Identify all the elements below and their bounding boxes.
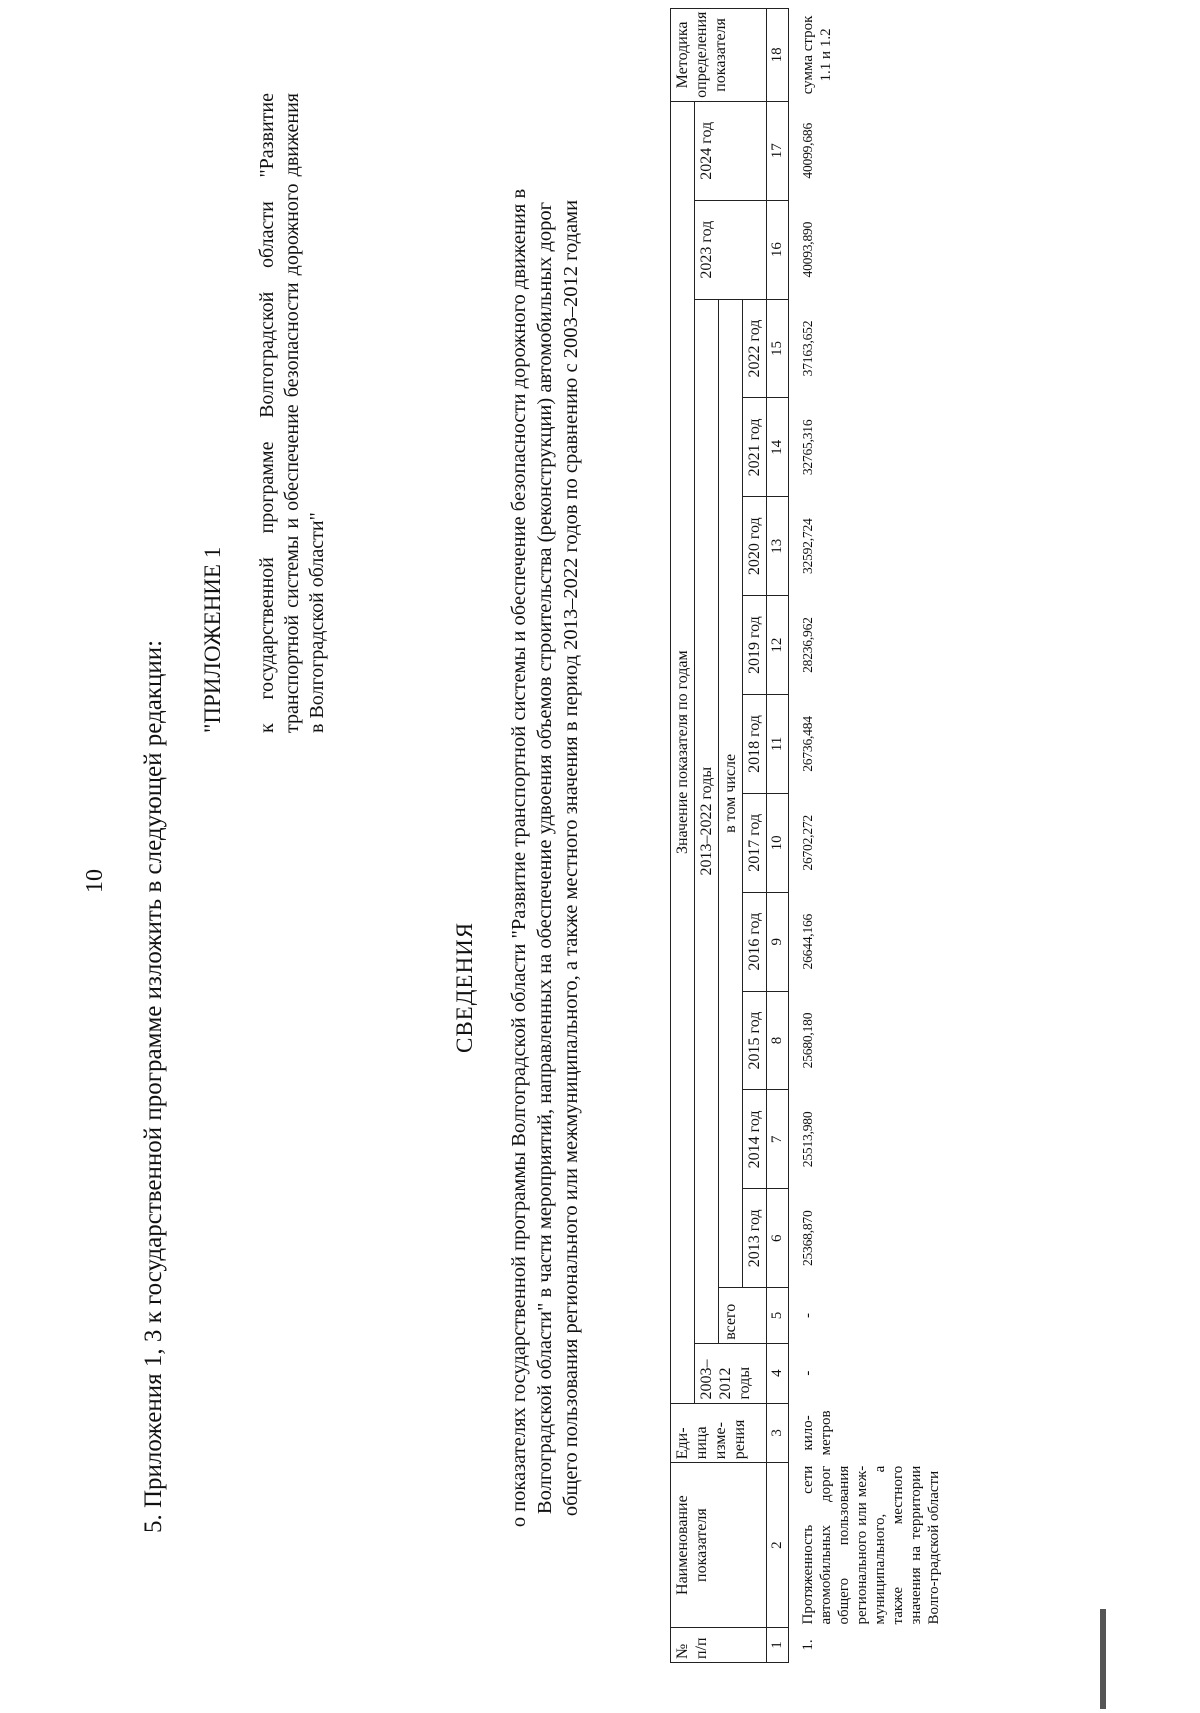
row-value-2017: 26702,272	[800, 815, 815, 871]
header-year-2015: 2015 год	[743, 991, 767, 1090]
row-value-2021: 32765,316	[800, 419, 815, 476]
column-number: 8	[767, 991, 789, 1090]
row-method: сумма строк 1.1 и 1.2	[800, 15, 834, 95]
header-year-2018: 2018 год	[743, 695, 767, 794]
row-value-2023: 40093,890	[800, 221, 815, 278]
row-value-2022: 37163,652	[800, 320, 815, 377]
header-year-2022: 2022 год	[743, 299, 767, 398]
column-number: 16	[767, 200, 789, 299]
column-number: 3	[767, 1403, 789, 1463]
row-period-2003: -	[800, 1370, 816, 1376]
column-number: 7	[767, 1090, 789, 1189]
row-unit: кило-метров	[800, 1410, 834, 1456]
header-row-1	[671, 9, 695, 1663]
column-number: 11	[767, 695, 789, 794]
header-incl: в том числе	[719, 299, 743, 1288]
header-year-2023: 2023 год	[695, 200, 767, 299]
header-method: Методика определения показателя	[671, 9, 767, 102]
column-number: 18	[767, 9, 789, 102]
header-period-2013: 2013–2022 годы	[695, 299, 719, 1343]
header-year-2017: 2017 год	[743, 793, 767, 892]
column-number: 9	[767, 892, 789, 991]
column-number: 2	[767, 1463, 789, 1628]
header-year-2013: 2013 год	[743, 1189, 767, 1288]
row-total: -	[800, 1313, 816, 1318]
document-title: СВЕДЕНИЯ	[452, 921, 477, 1053]
header-name: Наименование показателя	[671, 1463, 767, 1628]
column-number-row	[767, 9, 789, 1663]
column-number: 14	[767, 398, 789, 497]
header-year-2019: 2019 год	[743, 596, 767, 695]
indicators-table	[670, 8, 945, 1663]
row-value-2024: 40099,686	[800, 123, 815, 179]
appendix-reference: к государственной программе Волгоградской области "Развитие транспортной системы и обеспечение безопасности дорожного движения в Волгоградской области"	[256, 93, 328, 733]
column-number: 13	[767, 497, 789, 596]
header-num: № п/п	[671, 1628, 767, 1663]
row-name: Протяженность сети автомобильных дорог общего пользования регионального или меж-муниципального, а также местного значения на территории Волго-градской области	[800, 1465, 942, 1625]
header-year-2024: 2024 год	[695, 101, 767, 200]
header-year-2016: 2016 год	[743, 892, 767, 991]
header-values-group: Значение показателя по годам	[671, 101, 695, 1403]
row-value-2013: 25368,870	[800, 1210, 815, 1267]
header-year-2020: 2020 год	[743, 497, 767, 596]
column-number: 10	[767, 793, 789, 892]
column-number: 17	[767, 101, 789, 200]
column-number: 1	[767, 1628, 789, 1663]
row-value-2015: 25680,180	[800, 1012, 815, 1069]
header-period-2003: 2003–2012 годы	[695, 1343, 767, 1403]
row-value-2020: 32592,724	[800, 518, 815, 575]
column-number: 5	[767, 1288, 789, 1344]
column-number: 6	[767, 1189, 789, 1288]
document-subtitle: о показателях государственной программы Волгоградской области "Развитие транспортной системы и обеспечение безопасности дорожного движения в Волгоградской области" в части мероприятий, направленных на обеспечение удвоения объемов строительства (реконструкции) автомобильных дорог общего пользования регионального или межмуниципального, а также местного значения в период 2013–2022 годов по сравнению с 2003–2012 годами	[508, 188, 582, 1528]
row-num: 1.	[800, 1639, 816, 1651]
row-value-2016: 26644,166	[800, 913, 815, 970]
page-number: 10	[82, 869, 108, 893]
header-year-2014: 2014 год	[743, 1090, 767, 1189]
row-value-2018: 26736,484	[800, 716, 815, 772]
row-value-2014: 25513,980	[800, 1111, 815, 1168]
column-number: 12	[767, 596, 789, 695]
row-value-2019: 28236,962	[800, 617, 815, 673]
table-row	[789, 9, 946, 1663]
column-number: 4	[767, 1343, 789, 1403]
column-number: 15	[767, 299, 789, 398]
scan-artifact	[1100, 1609, 1106, 1709]
header-year-2021: 2021 год	[743, 398, 767, 497]
intro-line: 5. Приложения 1, 3 к государственной программе изложить в следующей редакции:	[140, 639, 167, 1533]
header-total: всего	[719, 1288, 767, 1344]
header-unit: Еди-ница изме-рения	[671, 1403, 767, 1463]
appendix-title: "ПРИЛОЖЕНИЕ 1	[200, 546, 225, 733]
